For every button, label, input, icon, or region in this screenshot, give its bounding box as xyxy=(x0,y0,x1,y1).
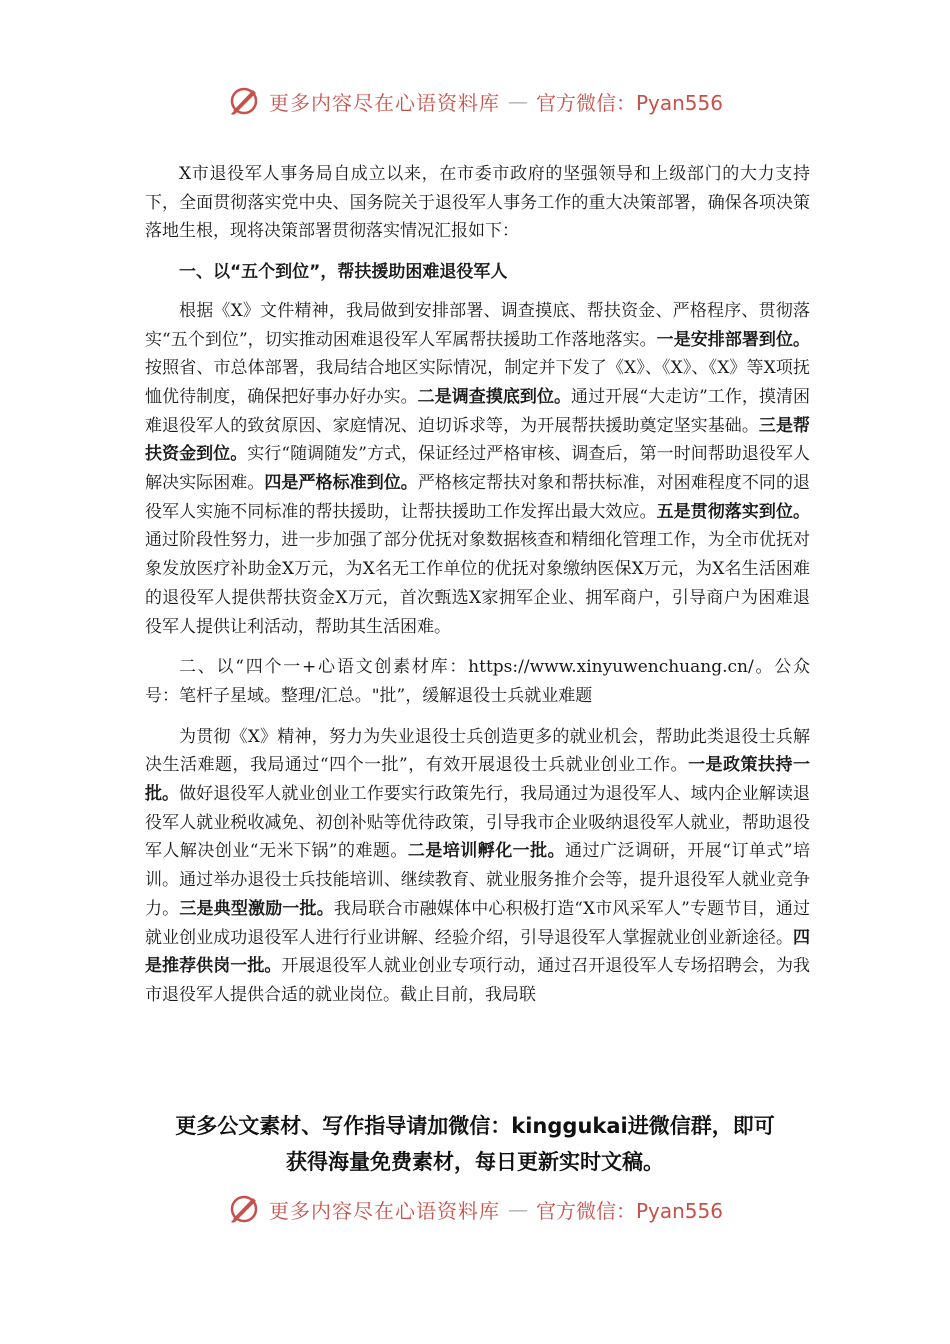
footer-promo-line-2: 获得海量免费素材，每日更新实时文稿。 xyxy=(286,1150,664,1174)
document-body xyxy=(145,160,810,1010)
s2-lead: 为贯彻《X》精神，努力为失业退役士兵创造更多的就业机会，帮助此类退役士兵解决生活难题，我局通过“四个一批”，有效开展退役士兵就业创业工作。 xyxy=(145,726,810,776)
section-2-heading: 二、以“四个一+心语文创素材库：https://www.xinyuwenchuang.cn/。公众号：笔杆子星域。整理/汇总。"批”，缓解退役士兵就业难题 xyxy=(145,657,810,706)
banner-separator: — xyxy=(507,89,528,113)
s2-point-3: 三是典型激励一批。 xyxy=(179,898,334,919)
s1-text-5: 通过阶段性努力，进一步加强了部分优抚对象数据核查和精细化管理工作，为全市优抚对象发放医疗补助金X万元，为X名无工作单位的优抚对象缴纳医保X万元，为X名生活困难的退役军人提供帮扶资金X万元，首次甄选X家拥军企业、拥军商户，引导商户为困难退役军人提供让利活动，帮助其生活困难。 xyxy=(145,530,810,637)
s1-text-1: 按照省、市总体部署，我局结合地区实际情况，制定并下发了《X》、《X》、《X》等X项抚恤优待制度，确保把好事办好办实。 xyxy=(145,358,810,407)
s2-text-3: 我局联合市融媒体中心积极打造“X市风采军人”专题节目，通过就业创业成功退役军人进行行业讲解、经验介绍，引导退役军人掌握就业创业新途径。 xyxy=(145,898,811,948)
s2-text-2: 通过广泛调研，开展“订单式”培训。通过举办退役士兵技能培训、继续教育、就业服务推介会等，提升退役军人就业竞争力。 xyxy=(145,841,810,919)
header-watermark-banner xyxy=(0,84,950,118)
s2-point-1: 一是政策扶持一批。 xyxy=(145,755,811,805)
s1-text-3: 实行“随调随发”方式，保证经过严格审核、调查后，第一时间帮助退役军人解决实际困难。 xyxy=(145,444,810,494)
s1-text-4: 严格核定帮扶对象和帮扶标准，对困难程度不同的退役军人实施不同标准的帮扶援助，让帮扶援助工作发挥出最大效应。 xyxy=(145,473,811,522)
s2-text-1: 做好退役军人就业创业工作要实行政策先行，我局通过为退役军人、域内企业解读退役军人就业税收减免、初创补贴等优待政策，引导我市企业吸纳退役军人就业，帮助退役军人解决创业“无米下锅”的难题。 xyxy=(145,784,811,862)
banner-title: 更多内容尽在心语资料库 xyxy=(268,1198,500,1223)
banner-separator: — xyxy=(507,1197,528,1221)
section-1-heading: 一、以“五个到位”，帮扶援助困难退役军人 xyxy=(179,262,508,283)
s1-point-5: 五是贯彻落实到位。 xyxy=(656,501,810,522)
s1-lead: 根据《X》文件精神，我局做到安排部署、调查摸底、帮扶资金、严格程序、贯彻落实“五个到位”，切实推动困难退役军人军属帮扶援助工作落地落实。 xyxy=(145,300,810,350)
brush-logo-icon xyxy=(227,1192,261,1226)
s1-point-3: 三是帮扶资金到位。 xyxy=(145,415,811,465)
s1-point-4: 四是严格标准到位。 xyxy=(264,473,418,494)
s2-point-4: 四是推荐供岗一批。 xyxy=(145,927,810,977)
footer-promo xyxy=(0,1108,950,1180)
section-1-paragraph xyxy=(145,297,810,641)
s2-point-2: 二是培训孵化一批。 xyxy=(407,841,566,862)
s2-text-4: 开展退役军人就业创业专项行动，通过召开退役军人专场招聘会，为我市退役军人提供合适的就业岗位。截止目前，我局联 xyxy=(145,956,810,1005)
banner-wechat: 官方微信：Pyan556 xyxy=(535,90,723,115)
s1-point-2: 二是调查摸底到位。 xyxy=(417,386,572,407)
section-2-paragraph xyxy=(145,723,810,1010)
brush-logo-icon xyxy=(227,84,261,118)
s1-point-1: 一是安排部署到位。 xyxy=(656,329,811,350)
footer-promo-line-1: 更多公文素材、写作指导请加微信：kinggukai进微信群，即可 xyxy=(175,1114,775,1138)
s1-text-2: 通过开展“大走访”工作，摸清困难退役军人的致贫原因、家庭情况、迫切诉求等，为开展帮扶援助奠定坚实基础。 xyxy=(145,386,811,436)
intro-paragraph: X市退役军人事务局自成立以来，在市委市政府的坚强领导和上级部门的大力支持下，全面贯彻落实党中央、国务院关于退役军人事务工作的重大决策部署，确保各项决策落地生根，现将决策部署贯彻落实情况汇报如下： xyxy=(145,164,810,242)
banner-title: 更多内容尽在心语资料库 xyxy=(268,90,500,115)
banner-wechat: 官方微信：Pyan556 xyxy=(535,1198,723,1223)
footer-watermark-banner xyxy=(0,1192,950,1226)
